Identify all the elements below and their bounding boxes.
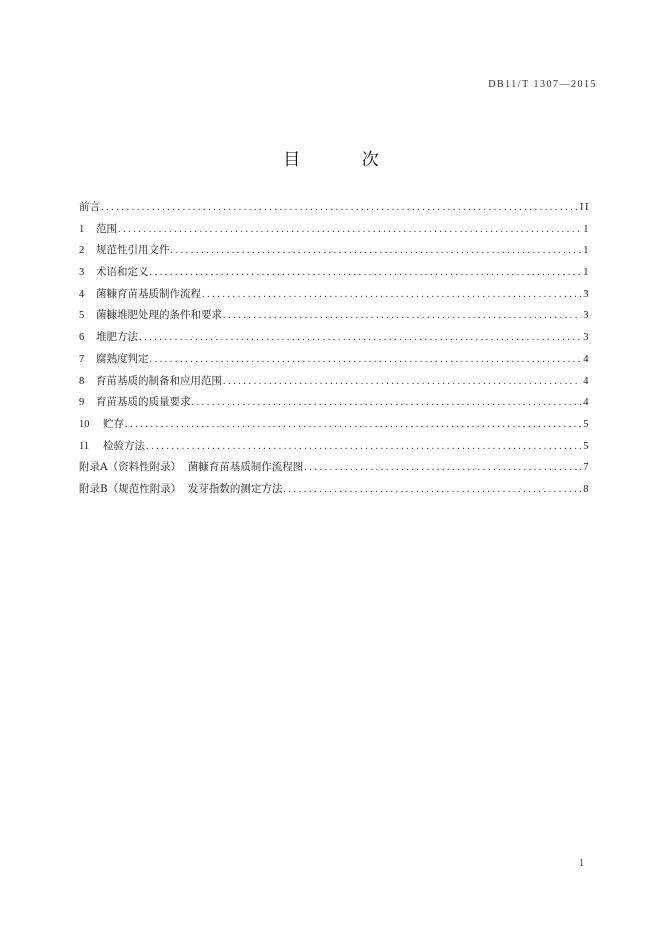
dot-leader <box>223 375 581 389</box>
page-title: 目 次 <box>283 150 407 170</box>
toc-entry-page: 5 <box>583 418 590 430</box>
toc-entry-label: 贮存 <box>103 417 124 430</box>
dot-leader <box>192 396 582 410</box>
toc-entry-page: II <box>580 202 590 213</box>
toc-entry-number: 2 <box>79 245 85 257</box>
toc-entry-number: 9 <box>79 397 85 409</box>
toc-entry-page: 3 <box>583 288 590 300</box>
toc-entry-page: 7 <box>583 462 590 474</box>
toc-entry-page: 8 <box>583 483 590 495</box>
toc-entry-6[interactable] <box>79 330 590 352</box>
toc-entry-page: 4 <box>583 353 590 365</box>
dot-leader <box>304 461 581 475</box>
toc-entry-number: 11 <box>79 440 90 452</box>
toc-entry-4[interactable] <box>79 287 590 309</box>
toc-entry-page: 4 <box>583 375 590 387</box>
toc-entry-label: 术语和定义 <box>96 266 149 279</box>
toc-entry-label: 堆肥方法 <box>96 331 138 344</box>
dot-leader <box>150 266 582 280</box>
toc-entry-label: 菌糠育苗基质制作流程 <box>96 287 201 300</box>
toc-entry-5[interactable] <box>79 308 590 330</box>
toc-entry-9[interactable] <box>79 395 590 417</box>
toc-entry-page: 3 <box>583 310 590 322</box>
toc-entry-label: 腐熟度判定 <box>96 352 149 365</box>
dot-leader <box>150 353 582 367</box>
toc-entry-page: 3 <box>583 332 590 344</box>
toc-entry-number: 7 <box>79 353 85 365</box>
toc-entry-label: 检验方法 <box>103 439 145 452</box>
toc-entry-page: 1 <box>583 267 590 279</box>
toc-entry-page: 4 <box>583 397 590 409</box>
toc-entry-label: 附录B（规范性附录） 发芽指数的测定方法 <box>79 482 283 495</box>
dot-leader <box>139 331 581 345</box>
dot-leader <box>171 244 582 258</box>
page-number: 1 <box>579 858 584 869</box>
toc-entry-label: 规范性引用文件 <box>96 244 170 257</box>
toc-entry-3[interactable] <box>79 265 590 287</box>
toc-entry-number: 5 <box>79 310 85 322</box>
toc-entry-appendix-a[interactable] <box>79 460 590 482</box>
toc-entry-label: 范围 <box>96 222 117 235</box>
dot-leader <box>223 309 581 323</box>
toc-entry-page: 5 <box>583 440 590 452</box>
toc-entry-11[interactable] <box>79 439 590 461</box>
toc-entry-number: 6 <box>79 332 85 344</box>
toc-entry-label: 前言 <box>79 201 100 213</box>
dot-leader <box>118 223 581 237</box>
toc-entry-number: 8 <box>79 375 85 387</box>
toc-entry-number: 1 <box>79 223 85 235</box>
toc-entry-10[interactable] <box>79 417 590 439</box>
table-of-contents <box>79 200 590 504</box>
toc-entry-number: 4 <box>79 288 85 300</box>
toc-entry-8[interactable] <box>79 374 590 396</box>
toc-entry-2[interactable] <box>79 243 590 265</box>
toc-entry-appendix-b[interactable] <box>79 482 590 504</box>
document-code: DB11/T 1307—2015 <box>488 79 597 90</box>
toc-entry-7[interactable] <box>79 352 590 374</box>
toc-entry-1[interactable] <box>79 222 590 244</box>
dot-leader <box>125 418 581 432</box>
toc-entry-label: 育苗基质的质量要求 <box>96 396 191 409</box>
toc-entry-number: 10 <box>79 418 90 430</box>
toc-entry-label: 附录A（资料性附录） 菌糠育苗基质制作流程图 <box>79 461 304 474</box>
toc-entry-number: 3 <box>79 267 85 279</box>
toc-entry-page: 1 <box>583 245 590 257</box>
dot-leader <box>202 288 581 302</box>
toc-entry-page: 1 <box>583 223 590 235</box>
toc-entry-label: 育苗基质的制备和应用范围 <box>96 374 222 387</box>
dot-leader <box>101 201 578 215</box>
toc-entry-foreword[interactable] <box>79 200 590 222</box>
dot-leader <box>146 440 581 454</box>
dot-leader <box>283 483 581 497</box>
toc-entry-label: 菌糠堆肥处理的条件和要求 <box>96 309 222 322</box>
